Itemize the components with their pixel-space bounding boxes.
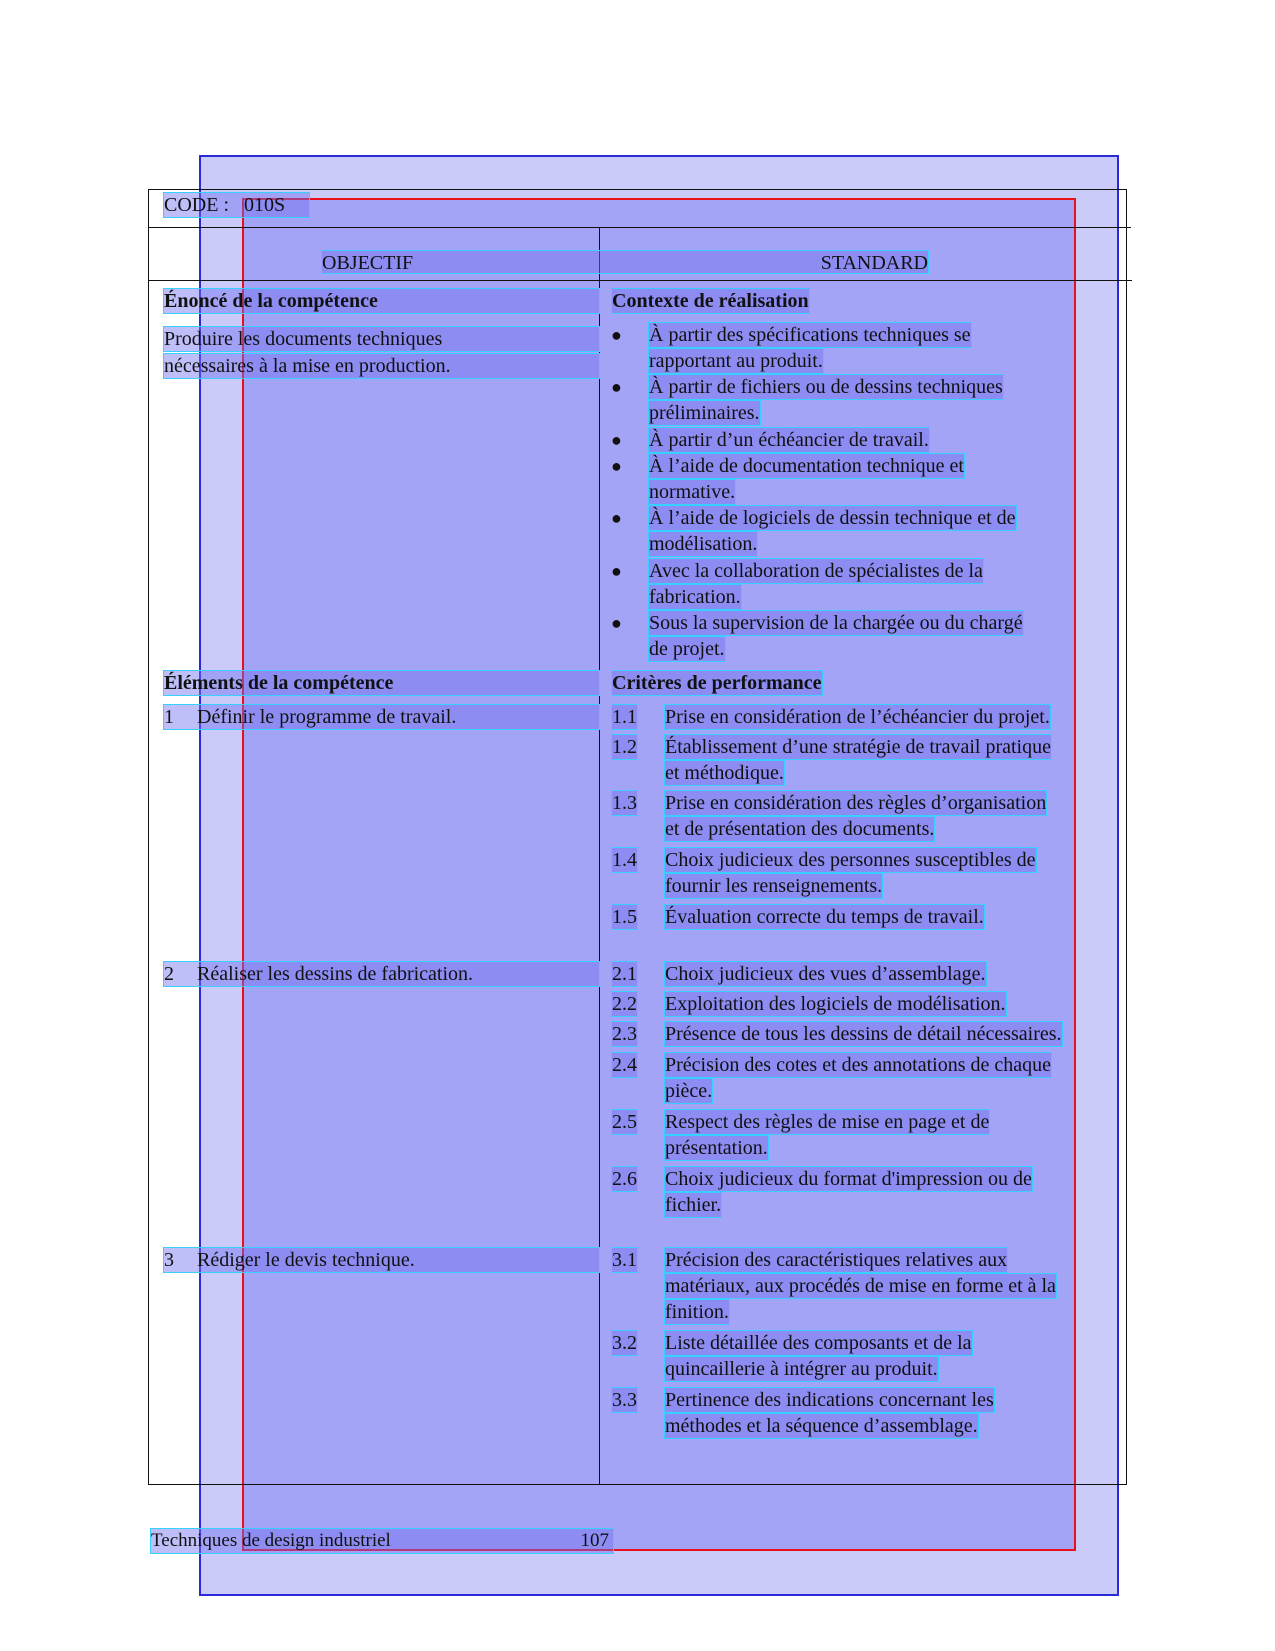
table-bottom-border bbox=[148, 1484, 1126, 1485]
critere-number: 2.1 bbox=[612, 963, 637, 985]
critere-line: fournir les renseignements. bbox=[665, 875, 883, 897]
table-right-border bbox=[1126, 189, 1127, 1485]
critere-line: Précision des caractéristiques relatives aux bbox=[665, 1249, 1008, 1271]
element-number: 3 bbox=[164, 1249, 174, 1271]
header-row bbox=[322, 251, 928, 273]
bullet-icon: ● bbox=[611, 377, 622, 397]
critere-line: finition. bbox=[665, 1301, 729, 1323]
critere-line: Pertinence des indications concernant les bbox=[665, 1389, 994, 1411]
critere-number: 2.3 bbox=[612, 1023, 637, 1045]
contexte-item: fabrication. bbox=[649, 586, 741, 608]
critere-line: méthodes et la séquence d’assemblage. bbox=[665, 1415, 978, 1437]
enonce-title: Énoncé de la compétence bbox=[164, 289, 599, 313]
critere-number: 2.4 bbox=[612, 1054, 637, 1076]
contexte-item: Sous la supervision de la chargée ou du chargé bbox=[649, 612, 1023, 634]
contexte-item: À partir d’un échéancier de travail. bbox=[649, 429, 929, 451]
criteres-title: Critères de performance bbox=[612, 672, 822, 694]
contexte-item: À l’aide de documentation technique et bbox=[649, 455, 964, 477]
contexte-title: Contexte de réalisation bbox=[612, 290, 809, 312]
critere-line: Évaluation correcte du temps de travail. bbox=[665, 906, 984, 928]
critere-line: matériaux, aux procédés de mise en forme et à la bbox=[665, 1275, 1056, 1297]
critere-line: quincaillerie à intégrer au produit. bbox=[665, 1358, 938, 1380]
bullet-icon: ● bbox=[611, 613, 622, 633]
contexte-item: de projet. bbox=[649, 638, 725, 660]
bullet-icon: ● bbox=[611, 430, 622, 450]
critere-line: Choix judicieux des vues d’assemblage. bbox=[665, 963, 986, 985]
header-standard: STANDARD bbox=[820, 252, 928, 274]
critere-line: Précision des cotes et des annotations de chaque bbox=[665, 1054, 1051, 1076]
critere-number: 3.2 bbox=[612, 1332, 637, 1354]
enonce-line: Produire les documents techniques bbox=[164, 327, 599, 351]
contexte-item: Avec la collaboration de spécialistes de la bbox=[649, 560, 983, 582]
bullet-icon: ● bbox=[611, 456, 622, 476]
page-number: 107 bbox=[580, 1530, 609, 1551]
critere-line: et méthodique. bbox=[665, 762, 784, 784]
element-number: 2 bbox=[164, 963, 174, 985]
critere-line: Exploitation des logiciels de modélisation. bbox=[665, 993, 1006, 1015]
critere-number: 1.1 bbox=[612, 706, 637, 728]
critere-line: fichier. bbox=[665, 1194, 722, 1216]
element-number: 1 bbox=[164, 706, 174, 728]
critere-line: Établissement d’une stratégie de travail pratique bbox=[665, 736, 1051, 758]
critere-number: 1.2 bbox=[612, 736, 637, 758]
enonce-line: nécessaires à la mise en production. bbox=[164, 354, 599, 378]
code-row-border bbox=[148, 227, 1131, 228]
contexte-item: modélisation. bbox=[649, 533, 758, 555]
contexte-item: préliminaires. bbox=[649, 402, 760, 424]
element-text: Réaliser les dessins de fabrication. bbox=[197, 963, 474, 985]
critere-line: Respect des règles de mise en page et de bbox=[665, 1111, 990, 1133]
footer-title: Techniques de design industriel bbox=[151, 1530, 391, 1551]
critere-number: 2.2 bbox=[612, 993, 637, 1015]
code-label: CODE : 010S bbox=[164, 193, 309, 217]
contexte-item: rapportant au produit. bbox=[649, 350, 823, 372]
critere-line: pièce. bbox=[665, 1080, 713, 1102]
element-text: Définir le programme de travail. bbox=[197, 706, 457, 728]
critere-number: 1.3 bbox=[612, 792, 637, 814]
contexte-item: À l’aide de logiciels de dessin technique et de bbox=[649, 507, 1016, 529]
critere-number: 2.6 bbox=[612, 1168, 637, 1190]
element-item bbox=[164, 705, 599, 729]
header-row-border bbox=[148, 280, 1132, 281]
critere-line: Choix judicieux du format d'impression ou de bbox=[665, 1168, 1032, 1190]
critere-number: 1.4 bbox=[612, 849, 637, 871]
bullet-icon: ● bbox=[611, 325, 622, 345]
element-item bbox=[164, 962, 599, 986]
critere-line: et de présentation des documents. bbox=[665, 818, 935, 840]
header-objectif: OBJECTIF bbox=[322, 252, 414, 274]
contexte-item: normative. bbox=[649, 481, 736, 503]
critere-line: présentation. bbox=[665, 1137, 768, 1159]
element-item bbox=[164, 1248, 599, 1272]
contexte-item: À partir de fichiers ou de dessins techniques bbox=[649, 376, 1003, 398]
critere-line: Présence de tous les dessins de détail nécessaires. bbox=[665, 1023, 1062, 1045]
critere-number: 2.5 bbox=[612, 1111, 637, 1133]
element-text: Rédiger le devis technique. bbox=[197, 1249, 415, 1271]
critere-number: 3.1 bbox=[612, 1249, 637, 1271]
footer bbox=[151, 1529, 613, 1553]
critere-line: Prise en considération de l’échéancier du projet. bbox=[665, 706, 1050, 728]
table-top-border bbox=[148, 189, 1126, 190]
critere-line: Liste détaillée des composants et de la bbox=[665, 1332, 972, 1354]
bullet-icon: ● bbox=[611, 508, 622, 528]
critere-number: 3.3 bbox=[612, 1389, 637, 1411]
table-left-border bbox=[148, 189, 149, 1485]
column-divider bbox=[599, 227, 600, 1485]
critere-line: Prise en considération des règles d’organisation bbox=[665, 792, 1047, 814]
critere-number: 1.5 bbox=[612, 906, 637, 928]
bullet-icon: ● bbox=[611, 561, 622, 581]
critere-line: Choix judicieux des personnes susceptibles de bbox=[665, 849, 1036, 871]
elements-title: Éléments de la compétence bbox=[164, 671, 599, 695]
contexte-item: À partir des spécifications techniques se bbox=[649, 324, 971, 346]
code-value: 010S bbox=[244, 194, 286, 216]
